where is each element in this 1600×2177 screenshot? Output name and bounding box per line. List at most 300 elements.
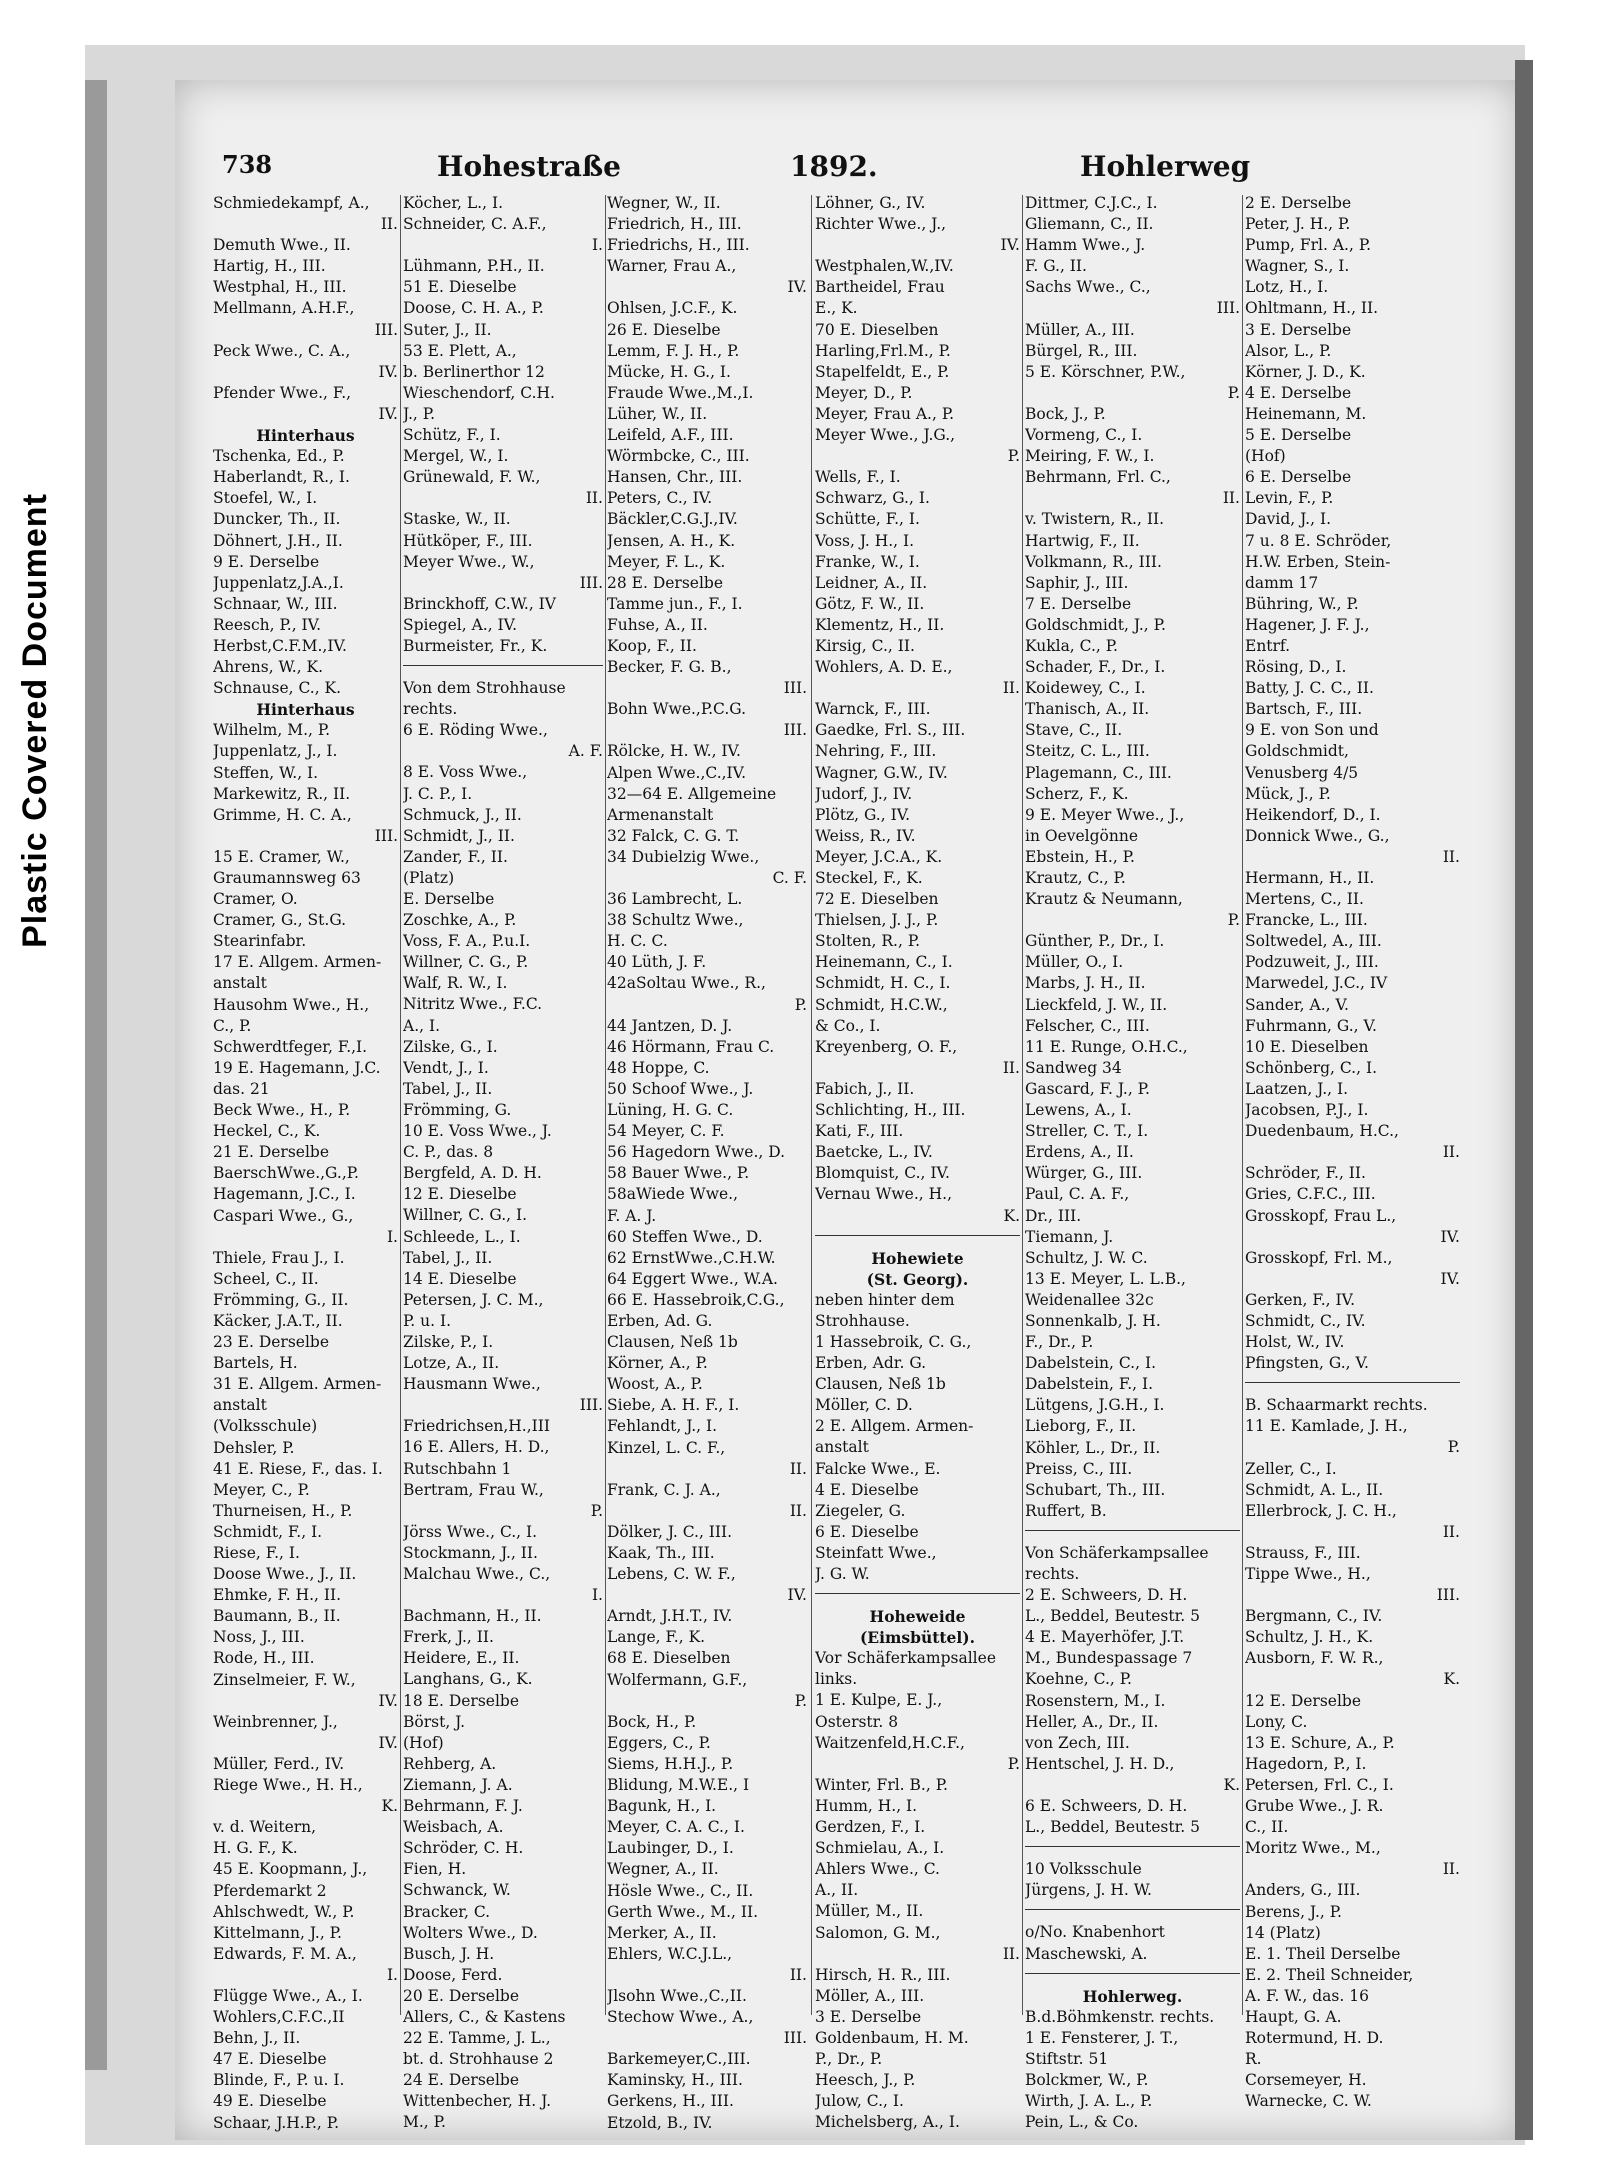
directory-entry-line: Kittelmann, J., P. [213, 1923, 342, 1942]
directory-entry-line: 26 E. Dieselbe [607, 320, 721, 339]
directory-entry-line: I. [591, 1586, 603, 1605]
directory-entry-line: III. [374, 826, 398, 845]
directory-entry-line: Schmidt, H.C.W., [815, 995, 948, 1014]
directory-entry-line: 16 E. Allers, H. D., [403, 1438, 550, 1457]
directory-entry-line: Klementz, H., II. [815, 615, 945, 634]
directory-entry-line: Zilske, P., I. [403, 1332, 494, 1351]
directory-entry-line: Nehring, F., III. [815, 742, 937, 761]
directory-entry-line: Wells, F., I. [815, 468, 901, 487]
directory-entry-line: Ahlschwedt, W., P. [213, 1902, 355, 1921]
directory-entry-line: 40 Lüth, J. F. [607, 953, 707, 972]
directory-entry-line: 72 E. Dieselben [815, 890, 939, 909]
directory-entry-line: 9 E. Meyer Wwe., J., [1025, 805, 1185, 824]
directory-entry-line: Rosenstern, M., I. [1025, 1691, 1166, 1710]
directory-entry-line: Beck Wwe., H., P. [213, 1101, 351, 1120]
directory-entry-line: Lony, C. [1245, 1712, 1308, 1731]
directory-entry-line: 68 E. Dieselben [607, 1649, 731, 1668]
directory-entry-line: Lotze, A., II. [403, 1354, 500, 1373]
directory-entry-line: III. [579, 1396, 603, 1415]
directory-entry-line: 1 E. Kulpe, E. J., [815, 1691, 943, 1710]
directory-entry-line: 66 E. Hassebroik,C.G., [607, 1290, 785, 1309]
directory-entry-line: Rutschbahn 1 [403, 1459, 512, 1478]
directory-entry-line: E. Derselbe [403, 890, 495, 908]
directory-entry-line: 6 E. Schweers, D. H. [1025, 1797, 1188, 1816]
directory-entry-line: Schnaar, W., III. [213, 594, 338, 613]
directory-entry-line: 45 E. Koopmann, J., [213, 1860, 368, 1879]
directory-entry-line: Schmidt, H. C., I. [815, 974, 951, 993]
directory-entry-line: Nitritz Wwe., F.C. [403, 995, 543, 1014]
directory-entry-line: 4 E. Mayerhöfer, J.T. [1025, 1628, 1185, 1647]
directory-entry-line: Vor Schäferkampsallee [815, 1649, 996, 1668]
directory-entry-line: Bürgel, R., III. [1025, 341, 1138, 360]
directory-entry-line: IV. [1440, 1227, 1460, 1246]
directory-entry-line: E. 2. Theil Schneider, [1245, 1965, 1414, 1984]
side-label-text: Plastic Covered Document [15, 492, 54, 948]
directory-entry-line: 5 E. Derselbe [1245, 426, 1352, 445]
directory-entry-line: II. [585, 489, 603, 508]
directory-entry-line: Venusberg 4/5 [1245, 763, 1359, 782]
directory-entry-line: 6 E. Dieselbe [815, 1522, 919, 1541]
directory-entry-line: Lütgens, J.G.H., I. [1025, 1396, 1165, 1415]
directory-entry-line: Arndt, J.H.T., IV. [607, 1607, 733, 1626]
directory-entry-line: E. 1. Theil Derselbe [1245, 1944, 1401, 1963]
directory-entry-line: II. [1442, 1143, 1460, 1162]
directory-entry-line: Juppenlatz, J., I. [213, 742, 338, 761]
section-divider [1025, 1530, 1240, 1543]
directory-entry-line: Clausen, Neß 1b [815, 1375, 946, 1394]
directory-entry-line: Thielsen, J. J., P. [815, 911, 939, 930]
directory-entry-line: Walf, R. W., I. [403, 974, 508, 993]
directory-entry-line: Hirsch, H. R., III. [815, 1965, 951, 1984]
directory-entry-line: Käcker, J.A.T., II. [213, 1311, 343, 1330]
directory-entry-line: Grünewald, F. W., [403, 468, 541, 487]
directory-entry-line: Körner, A., P. [607, 1354, 708, 1373]
directory-entry-line: Kukla, C., P. [1025, 636, 1118, 655]
directory-entry-line: Fuhrmann, G., V. [1245, 1016, 1377, 1035]
directory-entry-line: 10 E. Dieselben [1245, 1037, 1369, 1056]
directory-entry-line: (St. Georg). [866, 1269, 969, 1289]
directory-entry-line: Peter, J. H., P. [1245, 215, 1351, 234]
directory-entry-line: 21 E. Derselbe [213, 1143, 330, 1162]
directory-entry-line: Mergel, W., I. [403, 447, 509, 466]
directory-entry-line: Bock, J., P. [1025, 404, 1106, 423]
directory-entry-line: C. P., das. 8 [403, 1143, 494, 1162]
directory-entry-line: Friedrichs, H., III. [607, 236, 750, 255]
directory-entry-line: 9 E. Derselbe [213, 552, 320, 571]
directory-entry-line: Doose, C. H. A., P. [403, 299, 544, 318]
directory-entry-line: Schultz, J. W. C. [1025, 1248, 1148, 1267]
directory-entry-line: Vernau Wwe., H., [815, 1185, 953, 1204]
right-street-title: Hohlerweg [1080, 150, 1251, 183]
directory-entry-line: Goldschmidt, [1245, 742, 1349, 761]
directory-entry-line: Steffen, W., I. [213, 763, 319, 782]
directory-entry-line: Möller, A., III. [815, 1986, 925, 2005]
directory-entry-line: 14 E. Dieselbe [403, 1269, 517, 1288]
directory-entry-line: bt. d. Strohhause 2 [403, 2050, 554, 2069]
directory-entry-line: III. [579, 573, 603, 592]
directory-column-2 [403, 193, 603, 2134]
directory-entry-line: 24 E. Derselbe [403, 2071, 520, 2090]
directory-entry-line: Heesch, J., P. [815, 2071, 916, 2090]
directory-entry-line: Stolten, R., P. [815, 932, 921, 951]
directory-entry-line: Müller, A., III. [1025, 320, 1135, 339]
section-divider [1025, 1973, 1240, 1986]
directory-entry-line: Wegner, W., II. [607, 194, 721, 212]
directory-entry-line: 62 ErnstWwe.,C.H.W. [607, 1248, 776, 1267]
directory-entry-line: Lüher, W., II. [607, 404, 708, 423]
directory-entry-line: Noss, J., III. [213, 1628, 305, 1647]
directory-entry-line: P. u. I. [403, 1311, 452, 1330]
directory-entry-line: Ohltmann, H., II. [1245, 299, 1379, 318]
directory-entry-line: v. d. Weitern, [213, 1818, 317, 1837]
directory-entry-line: 20 E. Derselbe [403, 1986, 520, 2005]
directory-entry-line: C., P. [213, 1016, 252, 1035]
directory-entry-line: Siems, H.H.J., P. [607, 1754, 734, 1773]
directory-entry-line: 46 Hörmann, Frau C. [607, 1037, 775, 1056]
directory-entry-line: 6 E. Röding Wwe., [403, 721, 548, 740]
directory-entry-line: Schmielau, A., I. [815, 1839, 945, 1858]
directory-entry-line: Eggers, C., P. [607, 1733, 711, 1752]
directory-entry-line: Reesch, P., IV. [213, 615, 322, 634]
directory-entry-line: II. [1222, 489, 1240, 508]
directory-entry-line: Fraude Wwe.,M.,I. [607, 383, 754, 402]
directory-entry-line: P. [590, 1501, 603, 1520]
directory-entry-line: Mellmann, A.H.F., [213, 299, 355, 318]
directory-entry-line: Edwards, F. M. A., [213, 1944, 357, 1963]
directory-entry-line: Schönberg, C., I. [1245, 1058, 1378, 1077]
directory-entry-line: o/No. Knabenhort [1025, 1923, 1165, 1942]
directory-entry-line: 5 E. Körschner, P.W., [1025, 362, 1186, 381]
directory-entry-line: 64 Eggert Wwe., W.A. [607, 1269, 778, 1288]
directory-entry-line: P. [1007, 1754, 1020, 1773]
directory-entry-line: in Oevelgönne [1025, 826, 1139, 845]
directory-entry-line: das. 21 [213, 1079, 270, 1098]
directory-entry-line: 44 Jantzen, D. J. [607, 1016, 733, 1035]
directory-entry-line: Ruffert, B. [1025, 1501, 1107, 1520]
directory-entry-line: Lewens, A., I. [1025, 1101, 1132, 1120]
directory-entry-line: Marbs, J. H., II. [1025, 974, 1146, 993]
directory-entry-line: II. [1002, 679, 1020, 698]
directory-entry-line: Döhnert, J.H., II. [213, 531, 343, 550]
directory-entry-line: 22 E. Tamme, J. L., [403, 2029, 551, 2048]
directory-entry-line: Tschenka, Ed., P. [213, 447, 345, 466]
directory-entry-line: Körner, J. D., K. [1245, 362, 1366, 381]
directory-entry-line: Schultz, J. H., K. [1245, 1628, 1374, 1647]
directory-entry-line: 56 Hagedorn Wwe., D. [607, 1143, 786, 1162]
directory-entry-line: Maschewski, A. [1025, 1944, 1148, 1963]
directory-entry-line: Schwarz, G., I. [815, 489, 930, 508]
directory-entry-line: 2 E. Allgem. Armen- [815, 1417, 974, 1436]
directory-entry-line: 4 E. Derselbe [1245, 383, 1352, 402]
directory-entry-line: Meyer, D., P. [815, 383, 913, 402]
directory-entry-line: links. [815, 1670, 858, 1689]
directory-entry-line: Schaar, J.H.P., P. [213, 2113, 339, 2132]
directory-entry-line: Cramer, G., St.G. [213, 911, 347, 930]
directory-entry-line: Bagunk, H., I. [607, 1797, 717, 1816]
directory-entry-line: BaerschWwe.,G.,P. [213, 1164, 359, 1183]
directory-entry-line: Götz, F. W., II. [815, 594, 925, 613]
directory-entry-line: Börst, J. [403, 1712, 466, 1731]
directory-entry-line: Duncker, Th., II. [213, 510, 341, 529]
directory-entry-line: Barkemeyer,C.,III. [607, 2050, 751, 2069]
directory-entry-line: A. F. W., das. 16 [1245, 1986, 1369, 2005]
directory-entry-line: Zeller, C., I. [1245, 1459, 1337, 1478]
directory-entry-line: Ziemann, J. A. [403, 1775, 513, 1794]
directory-entry-line: III. [783, 721, 807, 740]
directory-entry-line: Peters, C., IV. [607, 489, 713, 508]
directory-entry-line: Gerdzen, F., I. [815, 1818, 926, 1837]
directory-entry-line: Hagemann, J.C., I. [213, 1185, 356, 1204]
directory-entry-line: Kaak, Th., III. [607, 1544, 715, 1562]
directory-entry-line: Blinde, F., P. u. I. [213, 2071, 345, 2090]
directory-entry-line: III. [783, 679, 807, 698]
directory-entry-line: Hartwig, F., II. [1025, 531, 1140, 550]
directory-entry-line: IV. [378, 362, 398, 381]
directory-entry-line: Gerken, F., IV. [1245, 1290, 1356, 1309]
directory-entry-line: Gaedke, Frl. S., III. [815, 721, 966, 740]
directory-entry-line: Woost, A., P. [607, 1375, 703, 1394]
directory-entry-line: Laatzen, J., I. [1245, 1079, 1349, 1098]
directory-entry-line: 19 E. Hagemann, J.C. [213, 1058, 381, 1077]
directory-entry-line: Humm, H., I. [815, 1796, 918, 1815]
directory-entry-line: 7 u. 8 E. Schröder, [1245, 531, 1392, 550]
directory-entry-line: (Eimsbüttel). [859, 1628, 976, 1648]
directory-entry-line: Peck Wwe., C. A., [213, 341, 351, 360]
directory-entry-line: Judorf, J., IV. [815, 784, 913, 803]
directory-entry-line: Gerth Wwe., M., II. [607, 1902, 759, 1921]
directory-entry-line: Hütköper, F., III. [403, 531, 533, 550]
directory-entry-line: L., Beddel, Beutestr. 5 [1025, 1607, 1201, 1626]
directory-entry-line: rechts. [1025, 1565, 1080, 1583]
directory-entry-line: Hausohm Wwe., H., [213, 995, 370, 1014]
directory-entry-line: Scheel, C., II. [213, 1269, 319, 1288]
directory-entry-line: Berens, J., P. [1245, 1902, 1342, 1921]
directory-entry-line: II. [1002, 1944, 1020, 1963]
directory-entry-line: II. [789, 1459, 807, 1478]
directory-entry-line: P. [1007, 447, 1020, 466]
directory-entry-line: Koop, F., II. [607, 636, 697, 655]
directory-entry-line: Michelsberg, A., I. [815, 2113, 960, 2132]
directory-entry-line: Schader, F., Dr., I. [1025, 658, 1166, 677]
section-divider [815, 1235, 1020, 1248]
directory-entry-line: Willner, C. G., I. [403, 1206, 528, 1225]
directory-entry-line: Meyer Wwe., W., [403, 552, 535, 571]
directory-entry-line: Erdens, A., II. [1025, 1143, 1134, 1162]
directory-entry-line: 42aSoltau Wwe., R., [607, 974, 766, 993]
directory-entry-line: Waitzenfeld,H.C.F., [815, 1733, 965, 1752]
directory-entry-line: Mücke, H. G., I. [607, 362, 731, 381]
directory-entry-line: Stiftstr. 51 [1025, 2049, 1109, 2068]
directory-entry-line: Wieschendorf, C.H. [403, 383, 555, 402]
directory-entry-line: Herbst,C.F.M.,IV. [213, 636, 347, 655]
directory-entry-line: 36 Lambrecht, L. [607, 890, 743, 909]
directory-entry-line: Pump, Frl. A., P. [1245, 236, 1372, 255]
directory-entry-line: Lüning, H. G. C. [607, 1101, 734, 1120]
directory-entry-line: K. [381, 1797, 398, 1816]
directory-entry-line: P., Dr., P. [815, 2050, 883, 2069]
directory-column-5 [1025, 193, 1240, 2133]
directory-entry-line: neben hinter dem [815, 1290, 955, 1309]
directory-entry-line: Alpen Wwe.,C.,IV. [607, 763, 747, 782]
directory-entry-line: Sachs Wwe., C., [1025, 278, 1151, 297]
directory-entry-line: III. [1436, 1586, 1460, 1605]
directory-entry-line: Gliemann, C., II. [1025, 215, 1154, 234]
directory-entry-line: Bertram, Frau W., [403, 1480, 544, 1499]
directory-entry-line: Schmidt, J., II. [403, 826, 515, 845]
directory-entry-line: 11 E. Runge, O.H.C., [1025, 1037, 1188, 1056]
directory-entry-line: II. [1002, 1058, 1020, 1077]
directory-entry-line: C. F. [772, 869, 807, 887]
directory-entry-line: Tippe Wwe., H., [1245, 1565, 1371, 1583]
directory-entry-line: Entrf. [1245, 636, 1291, 655]
directory-entry-line: Jlsohn Wwe.,C.,II. [607, 1986, 747, 2005]
directory-entry-line: Friedrich, H., III. [607, 215, 742, 234]
directory-entry-line: Thiele, Frau J., I. [213, 1248, 345, 1267]
directory-entry-line: Hartig, H., III. [213, 257, 326, 276]
directory-entry-line: Jensen, A. H., K. [607, 531, 736, 550]
directory-entry-line: Ahrens, W., K. [213, 658, 324, 677]
directory-entry-line: Meyer Wwe., J.G., [815, 426, 956, 445]
directory-entry-line: Hausmann Wwe., [403, 1375, 541, 1394]
directory-entry-line: F. A. J. [607, 1206, 657, 1225]
directory-entry-line: Doose, Ferd. [403, 1965, 503, 1984]
section-divider [815, 1593, 1020, 1606]
directory-entry-line: IV. [787, 278, 807, 297]
directory-entry-line: Hamm Wwe., J. [1025, 236, 1146, 255]
directory-entry-line: Lemm, F. J. H., P. [607, 341, 740, 360]
directory-entry-line: 3 E. Derselbe [1245, 320, 1352, 339]
directory-entry-line: Pfingsten, G., V. [1245, 1354, 1369, 1373]
directory-entry-line: Friedrichsen,H.,III [403, 1417, 551, 1436]
directory-entry-line: Bartels, H. [213, 1354, 298, 1373]
directory-entry-line: 47 E. Dieselbe [213, 2050, 327, 2069]
directory-entry-line: P. [1447, 1438, 1460, 1457]
directory-entry-line: Weidenallee 32c [1025, 1290, 1154, 1309]
directory-entry-line: A. F. [568, 742, 603, 761]
directory-entry-line: K. [1003, 1206, 1020, 1225]
directory-entry-line: Dr., III. [1025, 1206, 1082, 1225]
directory-entry-line: Wagner, G.W., IV. [815, 763, 948, 782]
directory-entry-line: Baetcke, L., IV. [815, 1143, 933, 1162]
directory-entry-line: v. Twistern, R., II. [1025, 510, 1165, 529]
directory-entry-line: III. [1216, 299, 1240, 318]
directory-entry-line: IV. [378, 1691, 398, 1710]
directory-entry-line: Erben, Ad. G. [607, 1311, 713, 1330]
directory-entry-line: Zilske, G., I. [403, 1037, 498, 1056]
directory-entry-line: 6 E. Derselbe [1245, 468, 1352, 487]
directory-entry-line: Köhler, L., Dr., II. [1025, 1438, 1161, 1457]
directory-entry-line: Haberlandt, R., I. [213, 468, 350, 487]
directory-entry-line: P. [1227, 383, 1240, 402]
directory-entry-line: Corsemeyer, H. [1245, 2071, 1367, 2090]
directory-entry-line: Volkmann, R., III. [1025, 552, 1162, 571]
directory-entry-line: Hagedorn, P., I. [1245, 1754, 1367, 1773]
directory-entry-line: Krautz & Neumann, [1025, 890, 1183, 909]
directory-entry-line: Mertens, C., II. [1245, 890, 1364, 909]
directory-entry-line: Bühring, W., P. [1245, 594, 1359, 613]
directory-entry-line: Heinemann, C., I. [815, 953, 953, 972]
directory-entry-line: Donnick Wwe., G., [1245, 826, 1390, 845]
directory-entry-line: 70 E. Dieselben [815, 320, 939, 339]
directory-entry-line: Schleede, L., I. [403, 1227, 521, 1246]
directory-entry-line: Heinemann, M. [1245, 404, 1367, 423]
directory-entry-line: 38 Schultz Wwe., [607, 911, 744, 930]
directory-entry-line: Hösle Wwe., C., II. [607, 1881, 754, 1900]
directory-entry-line: Lebens, C. W. F., [607, 1565, 736, 1584]
directory-entry-line: Vormeng, C., I. [1025, 426, 1143, 445]
directory-entry-line: Langhans, G., K. [403, 1670, 533, 1689]
directory-entry-line: Hohlerweg. [1082, 1986, 1183, 2006]
directory-entry-line: Bracker, C. [403, 1902, 491, 1921]
directory-entry-line: Warnck, F., III. [815, 700, 931, 719]
directory-entry-line: Von Schäferkampsallee [1025, 1543, 1209, 1562]
directory-entry-line: Petersen, Frl. C., I. [1245, 1775, 1394, 1794]
directory-entry-line: Heller, A., Dr., II. [1025, 1712, 1159, 1731]
directory-entry-line: Sandweg 34 [1025, 1058, 1122, 1077]
directory-entry-line: Schlichting, H., III. [815, 1101, 966, 1120]
directory-entry-line: Saphir, J., III. [1025, 573, 1129, 592]
directory-entry-line: Haupt, G. A. [1245, 2007, 1342, 2026]
directory-entry-line: rechts. [403, 700, 458, 719]
directory-entry-line: II. [789, 1965, 807, 1984]
directory-entry-line: Lühmann, P.H., II. [403, 257, 545, 276]
directory-entry-line: Staske, W., II. [403, 510, 511, 529]
directory-entry-line: Schmidt, C., IV. [1245, 1311, 1366, 1330]
directory-entry-line: Fehlandt, J., I. [607, 1417, 718, 1436]
directory-entry-line: Dölker, J. C., III. [607, 1522, 733, 1541]
directory-entry-line: Schneider, C. A.F., [403, 215, 547, 234]
directory-entry-line: I. [386, 1965, 398, 1984]
directory-entry-line: 34 Dubielzig Wwe., [607, 847, 760, 866]
directory-entry-line: Sander, A., V. [1245, 995, 1349, 1014]
column-rule [1022, 195, 1023, 2015]
directory-entry-line: 31 E. Allgem. Armen- [213, 1375, 382, 1394]
directory-entry-line: 9 E. von Son und [1245, 721, 1379, 740]
directory-entry-line: Grimme, H. C. A., [213, 805, 352, 824]
directory-entry-line: L., Beddel, Beutestr. 5 [1025, 1818, 1201, 1837]
directory-entry-line: Wegner, A., II. [607, 1860, 719, 1879]
directory-entry-line: Schubart, Th., III. [1025, 1480, 1166, 1499]
directory-entry-line: Schröder, F., II. [1245, 1164, 1366, 1183]
directory-entry-line: Suter, J., II. [403, 320, 492, 339]
directory-entry-line: Alsor, L., P. [1245, 341, 1332, 360]
directory-entry-line: Merker, A., II. [607, 1923, 717, 1942]
directory-entry-line: Schütz, F., I. [403, 426, 501, 445]
directory-entry-line: Goldenbaum, H. M. [815, 2028, 969, 2047]
directory-entry-line: Lotz, H., I. [1245, 278, 1329, 297]
directory-entry-line: Leifeld, A.F., III. [607, 426, 734, 445]
directory-entry-line: Bohn Wwe.,P.C.G. [607, 700, 747, 719]
directory-column-6 [1245, 193, 1460, 2112]
directory-entry-line: Bergmann, C., IV. [1245, 1607, 1383, 1626]
directory-entry-line: 14 (Platz) [1245, 1923, 1321, 1942]
directory-entry-line: Heckel, C., K. [213, 1122, 321, 1141]
directory-entry-line: Fabich, J., II. [815, 1079, 915, 1098]
directory-entry-line: Frank, C. J. A., [607, 1480, 721, 1499]
directory-entry-line: I. [386, 1227, 398, 1246]
directory-entry-line: Jürgens, J. H. W. [1025, 1881, 1152, 1900]
directory-entry-line: Wolfermann, G.F., [607, 1670, 748, 1689]
directory-entry-line: Stockmann, J., II. [403, 1543, 538, 1562]
directory-entry-line: 51 E. Dieselbe [403, 278, 517, 297]
directory-entry-line: Harling,Frl.M., P. [815, 341, 951, 360]
directory-entry-line: Busch, J. H. [403, 1944, 495, 1963]
directory-entry-line: Wirth, J. A. L., P. [1025, 2092, 1153, 2111]
directory-entry-line: Lieckfeld, J. W., II. [1025, 995, 1168, 1014]
directory-entry-line: Bachmann, H., II. [403, 1607, 542, 1626]
column-rule [1242, 195, 1243, 2015]
directory-entry-line: Graumannsweg 63 [213, 869, 361, 887]
